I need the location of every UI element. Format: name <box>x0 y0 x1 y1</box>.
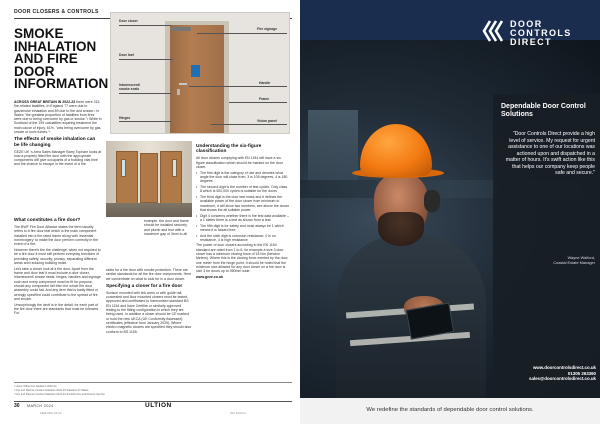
list-item: • The first digit is the category of use and denotes what angle the door will close from; 3 is 105 degrees, 4 is 180 degrees <box>196 171 290 184</box>
headline-line-2: INHALATION <box>14 38 97 54</box>
classification-list <box>196 171 290 242</box>
footer-brand-logo: ULTION <box>145 402 172 409</box>
issue-date: MARCH 2024 <box>27 404 54 408</box>
fire-sign-shape <box>191 65 200 77</box>
fire-door-para-3: Let's take a closer look at a fire door. Apart from the frame and door leaf it must include a door closer, intumescent/ smoke seals, hinges, handles and signage such and every component must be fit for purpose, should any component fail then the whole fire door assembly could fail. And any item that is badly fitted or wrongly specified could contribute to the spread of fire and smoke. <box>14 266 101 301</box>
label-frame: Frame <box>259 97 270 101</box>
door-handle-shape <box>179 83 187 85</box>
article-column-2-mid <box>144 219 190 238</box>
label-fire-signage: Fire signage <box>257 27 277 31</box>
ad-phone[interactable]: 01305 263360 <box>567 370 596 376</box>
article-column-2 <box>106 268 192 335</box>
fire-door-diagram-photo <box>110 12 290 134</box>
subheading-specifying: Specifying a closer for a fire door <box>106 283 183 289</box>
article-column-1-bottom <box>14 215 102 317</box>
list-item: • Digit 4 concerns whether there is fire test data available – a 1 states there is a test as shown from a test. <box>196 214 290 223</box>
fire-door-para-4: Unsurprisingly the devil is in the detail; for each part of the fire door there are standards that must be followed. For <box>14 302 100 316</box>
list-item: • And the sixth digit is corrosion resistance. 0 is no resistance, 4 is high resistance <box>196 234 290 243</box>
ad-email-link[interactable]: sales@doorcontrolsdirect.co.uk <box>529 376 596 382</box>
corridor-door-window <box>172 159 177 177</box>
advertisement-page <box>300 0 600 424</box>
logo-line-3: DIRECT <box>510 37 552 48</box>
fire-door-para-1: The BWF Fire Door Alliance states the term usually refers to a fire door leaf which is the main component installed into a fire rated frame along with 'essential ironmongery' to make the door perform correctly in the event of a fire. <box>14 225 99 247</box>
hard-hat <box>360 124 432 176</box>
corridor-door-window <box>121 159 126 177</box>
label-door-leaf: Door leaf <box>119 53 134 57</box>
classification-tail: The power of door closers according to the EN 1154 standard are rated from 1 to 6, for example a size 3 door closer has a minimum closing force of 18 Nm (Newton Meters). Where this is the closing force exerted by the door, one meter from the hinge point. It should be noted that the minimum size allowed for any door closer on a fire door is size 3 for doors up to 950mm wide. <box>196 243 289 274</box>
door-leaf-shape <box>170 25 224 134</box>
col2-para-1: sides for a fire door with smoke protection. There are similar standards for all the fire door components. Here we concentrate on what to look for in a door closer. <box>106 268 192 281</box>
label-door-closer: Door closer <box>119 19 138 23</box>
section-tag: DOOR CLOSERS & CONTROLS <box>14 9 99 15</box>
article-column-1-top <box>14 100 102 168</box>
ad-tagline: We redefine the standards of dependable door control solutions. <box>366 407 534 413</box>
list-item: • The third digit is the door test mass and it defines the available power of the door closer from minimum to maximum, it will show two numbers, see above the closer that shows the all suitable power. <box>196 195 290 212</box>
footnote-3: ³ Fire and Rescue Incident Statistics 2022-23 Scottish Fire and Rescue Service <box>14 393 105 396</box>
col2-mid-text: example, the door and frame should be installed securely and plumb and true with a maximum gap of 3mm to all <box>144 219 189 236</box>
corridor-floor <box>106 203 192 217</box>
page-number: 30 <box>14 403 20 409</box>
subheading-fire-door: What constitutes a fire door? <box>14 218 81 223</box>
door-plate-shape <box>177 89 180 95</box>
brand-logo-text <box>510 20 572 48</box>
headline-line-1: SMOKE <box>14 26 64 41</box>
testimonial-author <box>501 256 595 266</box>
label-vision-panel: Vision panel <box>257 119 277 123</box>
logo-line-1: DOOR <box>510 19 543 29</box>
intro-body: there were 315 fire-related fatalities. In England 77 were due to gas/smoke inhalation and 89 due to fire and smoke.¹ In Wales "the greatest proportion of fatalities from fires were due to being overcome by gas or smoke."² While in Scotland of the 199 casualties requiring treatment the main cause of injury, 61%, "was being overcome by gas, smoke or toxic fumes."³ <box>14 100 102 135</box>
label-hinges: Hinges <box>119 116 131 120</box>
corridor-door-left <box>116 151 138 205</box>
article-url[interactable]: www.geze.co.uk <box>196 275 223 280</box>
list-item: • The second digit is the number of test cycles. Only class 8 which is 500,000 cycles is suitable for fire doors <box>196 185 290 194</box>
headline-line-3: AND FIRE <box>14 51 78 66</box>
subheading-effects: The effects of smoke inhalation can be life changing <box>14 137 96 148</box>
author-name: Wayne Walford, <box>567 255 595 260</box>
author-role: Coastal Estate Manager <box>553 259 595 265</box>
classification-body: All door closers complying with EN 1154 will have a six-figure classification which should be marked on the door closer. <box>196 156 283 169</box>
effects-body: GEZE UK 's Area Sales Manager Barry Topham looks at how a properly fitted fire door with the appropriate components will give occupants of a building vital time and the chance to escape in the event of a fire. <box>14 149 102 167</box>
list-item: • The fifth digit is for safety and must always be 1 which means it is hazard free <box>196 224 290 233</box>
footer-tiny-left: GEZE Office UK Ltd <box>40 412 62 415</box>
subheading-classification: Understanding the six-figure classification <box>196 144 262 155</box>
fire-door-para-2: However there's the the challenge, when not required to be a fire door it must still perform everyday functions of providing safety, security, privacy, separating different areas and reducing building noise. <box>14 248 101 265</box>
corridor-fire-doors-photo <box>106 141 192 217</box>
worker-beard <box>378 212 424 246</box>
footnote-2: ² Fire and Rescue Incident Statistics 2022-23 Statistics for Wales <box>14 389 89 392</box>
testimonial-quote: "Door Controls Direct provide a high level of service. My request for urgent assistance to one of our locations was actioned upon and dispatched in a matter of hours. It's swift action like this that helps our company keep people safe and secure." <box>505 131 595 176</box>
article-headline <box>14 28 114 91</box>
ad-website-link[interactable]: www.doorcontrolsdirect.co.uk <box>532 365 596 370</box>
ad-contact-block <box>493 365 596 382</box>
label-intumescent: Intumescent/ smoke seals <box>119 83 140 91</box>
footnote-1: ¹ Home Office Fire Statistics 2022-23 <box>14 385 57 388</box>
door-controls-direct-logo-icon <box>482 19 506 43</box>
headline-line-5: INFORMATION <box>14 76 109 91</box>
door-closer-shape <box>171 27 191 31</box>
footer-tiny-right: Door Solutions <box>230 412 246 415</box>
label-handle: Handle <box>259 81 271 85</box>
corridor-door-right <box>160 151 182 205</box>
worker-ear-defender <box>424 190 440 212</box>
specifying-body: Surface mounted with link arms or with guide rail, concealed and floor mounted closers must be tested, approved and certificated to harmonised standard BS EN 1154 and have Certifire or similarly approved testing to the fitting configuration in which they are being used. In addition a closer should be CE marked or hold the new UKCA (UK Conformity Assessed) certificates (effective from January 2025). Where electro-magnetic closers are specified they should also conform to BS 1155. <box>106 290 192 334</box>
intro-lead: ACROSS GREAT BRITAIN IN 2022-23 <box>14 100 76 104</box>
logo-line-2: CONTROLS <box>510 28 572 39</box>
article-column-3 <box>196 141 290 281</box>
headline-line-4: DOOR <box>14 63 55 79</box>
corridor-door-centre <box>140 153 158 203</box>
ad-heading: Dependable Door Control Solutions <box>501 103 586 119</box>
